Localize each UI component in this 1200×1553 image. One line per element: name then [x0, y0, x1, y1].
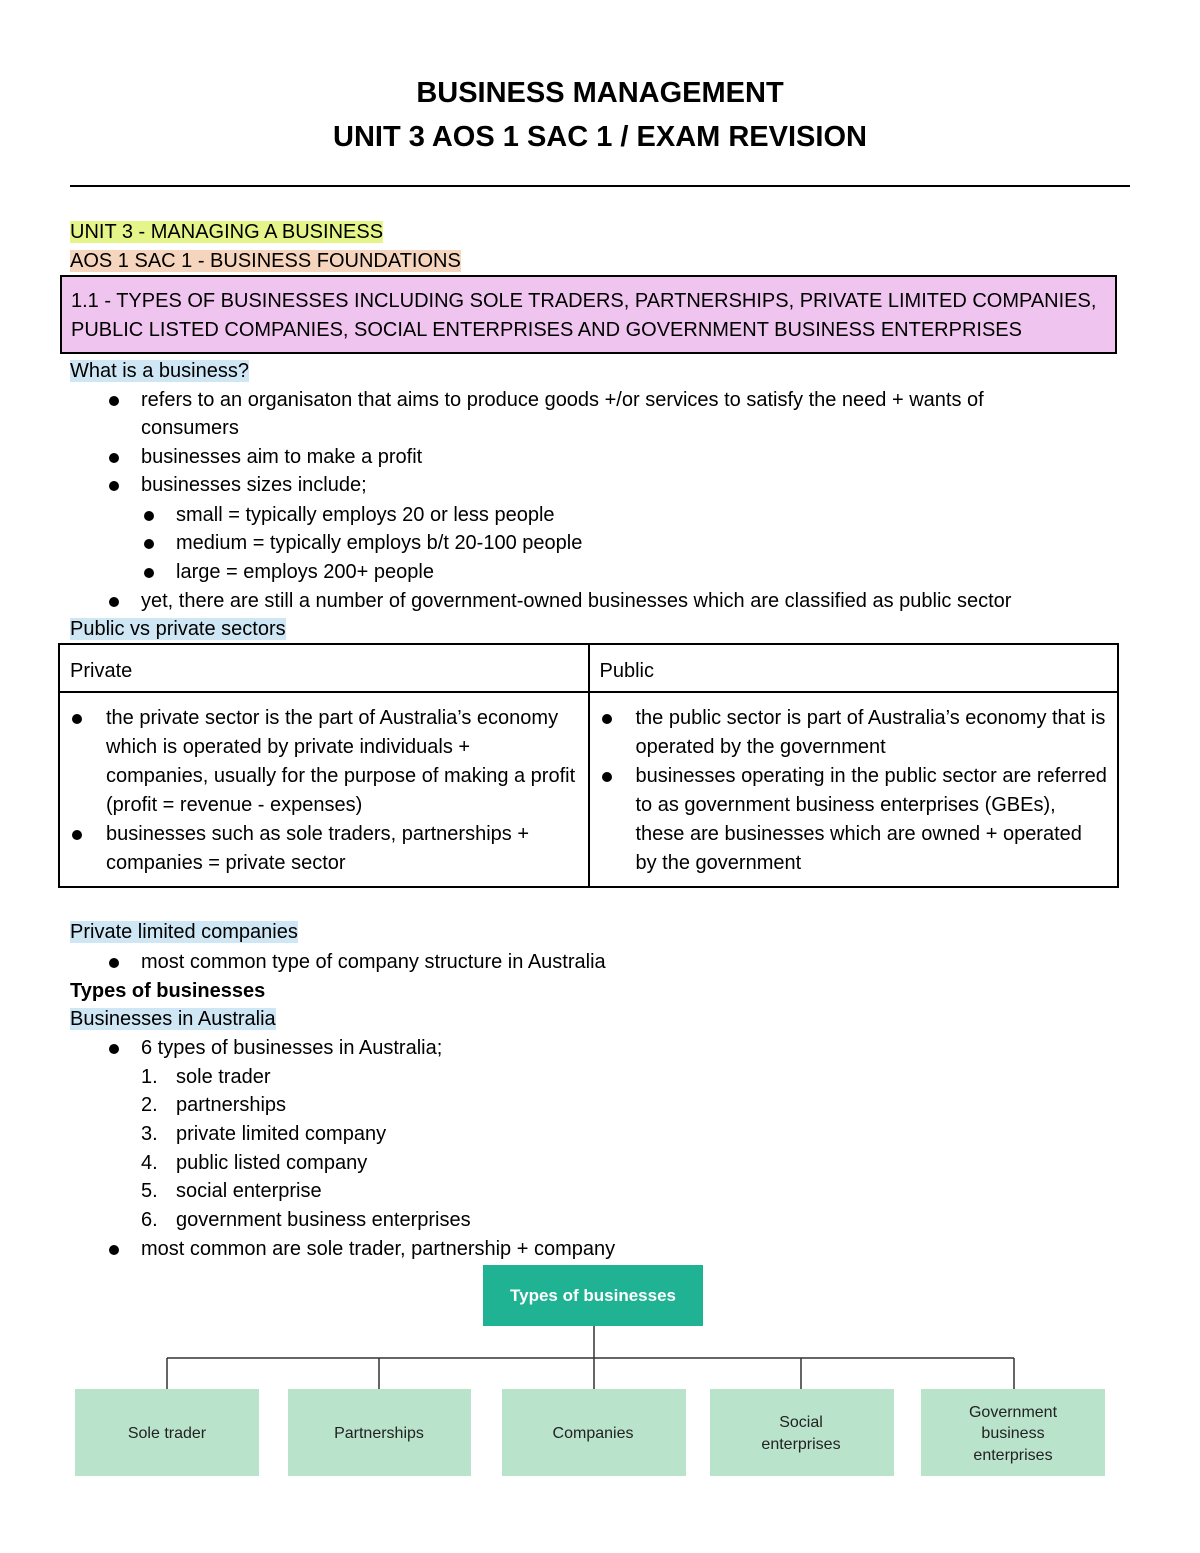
connector-lines — [167, 1326, 1014, 1389]
list-item: businesses operating in the public sector are referred to as government business enterprises (GBEs), these are businesses which are owned + operated by the government — [600, 762, 1108, 878]
document-subtitle: UNIT 3 AOS 1 SAC 1 / EXAM REVISION — [333, 121, 867, 153]
private-limited-heading: Private limited companies — [70, 921, 298, 943]
diagram-child-label: Sole trader — [127, 1425, 207, 1442]
unit-heading: UNIT 3 - MANAGING A BUSINESS — [70, 221, 384, 243]
list-item: businesses such as sole traders, partnerships + companies = private sector — [70, 820, 578, 878]
diagram-child-label: Social — [779, 1414, 823, 1431]
document-title: BUSINESS MANAGEMENT — [416, 77, 784, 109]
diagram-child-label: Partnerships — [334, 1425, 424, 1442]
sectors-heading: Public vs private sectors — [70, 618, 286, 640]
diagram-child-box — [710, 1389, 894, 1476]
what-is-business-heading: What is a business? — [70, 360, 249, 382]
topic-line-2: PUBLIC LISTED COMPANIES, SOCIAL ENTERPRISES AND GOVERNMENT BUSINESS ENTERPRISES — [71, 319, 1022, 341]
types-heading: Types of businesses — [70, 980, 266, 1002]
diagram-child-label: Companies — [552, 1425, 634, 1442]
private-header: Private — [59, 644, 589, 692]
aos-heading: AOS 1 SAC 1 - BUSINESS FOUNDATIONS — [70, 250, 461, 272]
list-item: the private sector is the part of Australia’s economy which is operated by private individuals + companies, usually for the purpose of making a profit (profit = revenue - expenses) — [70, 704, 578, 820]
public-header: Public — [589, 644, 1119, 692]
diagram-child-label: enterprises — [973, 1447, 1053, 1464]
list-item: the public sector is part of Australia’s economy that is operated by the government — [600, 704, 1108, 762]
australia-heading: Businesses in Australia — [70, 1008, 276, 1030]
diagram-child-label: enterprises — [761, 1436, 841, 1453]
topic-line-1: 1.1 - TYPES OF BUSINESSES INCLUDING SOLE TRADERS, PARTNERSHIPS, PRIVATE LIMITED COMPANIES, — [71, 290, 1097, 312]
diagram-child-label: business — [981, 1425, 1045, 1442]
diagram-child-label: Government — [968, 1404, 1058, 1421]
diagram-root-label: Types of businesses — [510, 1286, 676, 1305]
document-page: BUSINESS MANAGEMENT UNIT 3 AOS 1 SAC 1 / EXAM REVISION UNIT 3 - MANAGING A BUSINESS AOS 1 SAC 1 - BUSINESS FOUNDATIONS 1.1 - TYPES OF BUSINESSES INCLUDING SOLE TRADERS, PARTNERSHIPS, PRIVATE LIMITED COMPANIES, PUBLIC LISTED COMPANIES, SOCIAL ENTERPRISES AND GOVERNMENT BUSINESS ENTERPRISES What is a business? refers to an organisaton that aims to produce goods +/or services to satisfy the need + wants of consumers businesses aim to make a profit businesses sizes include; small = typically employs 20 or less people medium = typically employs b/t 20-100 people large = employs 200+ people yet, there are still a number of government-owned businesses which are classified as public sector Public vs private sectors Private Public the private sector is the part of Australia’s economy which is operated by private individuals + companies, usually for the purpose of making a profit (profit = revenue - expenses) businesses such as sole traders, partnerships + companies = private sector the public sector is part of Australia’s economy that is operated by the government businesses operating in the public sector are referred to as government business enterprises (GBEs), these are businesses which are owned + operated by the government Private limited companies most common type of company structure in Australia Types of businesses Businesses in Australia 6 types of businesses in Australia; 1. sole trader 2. partnerships 3. private limited company 4. public listed company 5. social enterprise 6. government business enterprises most common are sole trader, partnership + company Types of businesses Sole trader Partnerships Companies Social enterprises Government business enterprises — [0, 0, 1200, 1553]
